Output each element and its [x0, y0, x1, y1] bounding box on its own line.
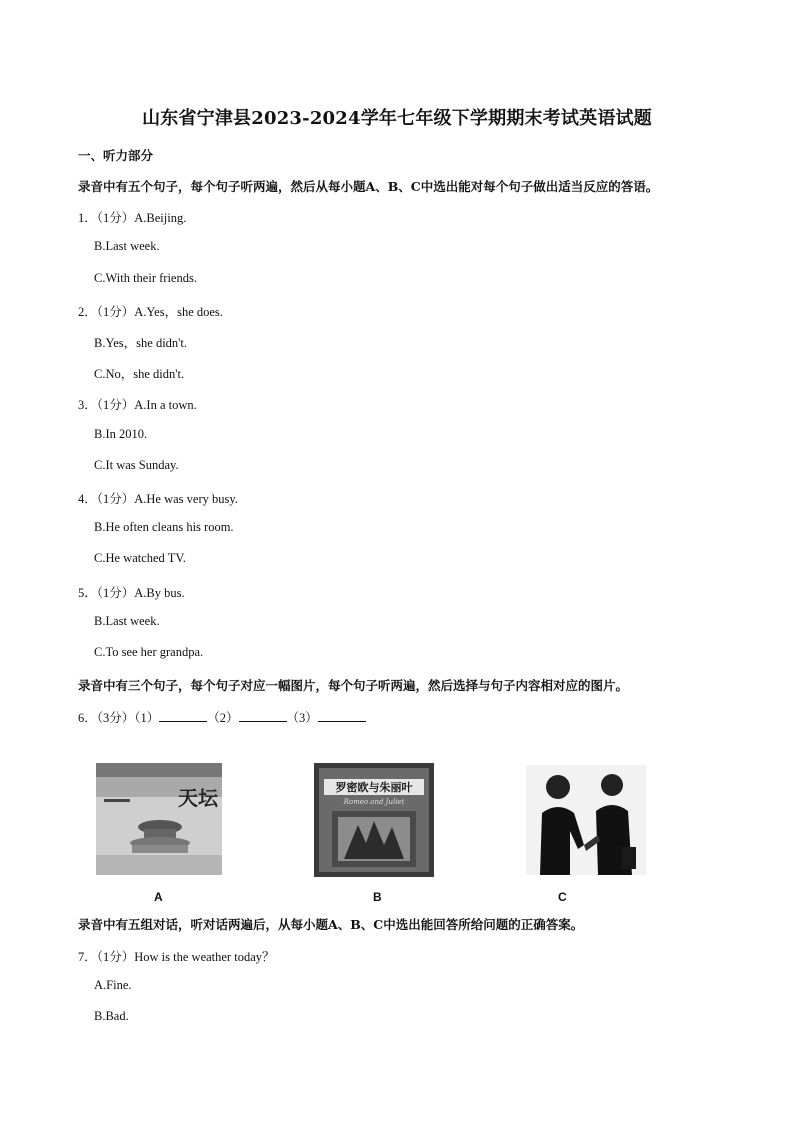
- picture-a-text: 天坛: [178, 786, 218, 810]
- instruction-part2: 录音中有三个句子，每个句子对应一幅图片，每个句子听两遍，然后选择与句子内容相对应的图片。: [78, 678, 629, 693]
- question-3-option-c: C.It was Sunday.: [94, 458, 179, 472]
- question-4-option-b: B.He often cleans his room.: [94, 520, 234, 534]
- answer-blank-1[interactable]: [159, 709, 207, 722]
- instruction-part3: 录音中有五组对话，听对话两遍后，从每小题A、B、C中选出能回答所给问题的正确答案。: [78, 917, 584, 932]
- answer-blank-2[interactable]: [239, 709, 287, 722]
- answer-blank-3[interactable]: [318, 709, 366, 722]
- picture-b-romeo-and-juliet: [314, 763, 434, 877]
- question-7-option-a: A.Fine.: [94, 978, 132, 992]
- question-5-option-c: C.To see her grandpa.: [94, 645, 204, 659]
- question-3-option-b: B.In 2010.: [94, 427, 148, 441]
- question-5-option-b: B.Last week.: [94, 614, 160, 628]
- question-6-number: 6．（3分）: [78, 711, 135, 725]
- question-7: 7．（1分）How is the weather today？: [78, 950, 275, 964]
- question-3: 3．（1分）A.In a town.: [78, 398, 197, 412]
- question-1-option-c: C.With their friends.: [94, 271, 197, 285]
- question-2: 2．（1分）A.Yes，she does.: [78, 305, 223, 319]
- picture-a-temple-of-heaven: [96, 763, 222, 875]
- section-heading-listening: 一、听力部分: [78, 148, 154, 163]
- picture-b-subtitle: Romeo and Juliet: [343, 798, 405, 806]
- question-6: [78, 708, 366, 726]
- question-2-option-c: C.No，she didn't.: [94, 367, 185, 381]
- picture-c-handshake: [526, 765, 646, 875]
- question-5: 5．（1分）A.By bus.: [78, 586, 185, 600]
- picture-a-caption: A: [154, 890, 163, 904]
- question-6-label-1: （1）: [134, 711, 160, 725]
- picture-b-caption: B: [373, 890, 382, 904]
- question-2-option-b: B.Yes，she didn't.: [94, 336, 188, 350]
- page-title: 山东省宁津县2023-2024学年七年级下学期期末考试英语试题: [142, 108, 652, 129]
- question-4-option-c: C.He watched TV.: [94, 551, 186, 565]
- question-7-option-b: B.Bad.: [94, 1009, 129, 1023]
- question-1-option-b: B.Last week.: [94, 239, 160, 253]
- question-1: 1．（1分）A.Beijing.: [78, 211, 187, 225]
- question-6-label-2: （2）: [207, 711, 239, 725]
- picture-c-caption: C: [558, 890, 567, 904]
- question-6-label-3: （3）: [286, 711, 318, 725]
- instruction-part1: 录音中有五个句子，每个句子听两遍，然后从每小题A、B、C中选出能对每个句子做出适当反应的答语。: [78, 179, 659, 194]
- question-4: 4．（1分）A.He was very busy.: [78, 492, 238, 506]
- picture-b-text: 罗密欧与朱丽叶: [335, 781, 413, 794]
